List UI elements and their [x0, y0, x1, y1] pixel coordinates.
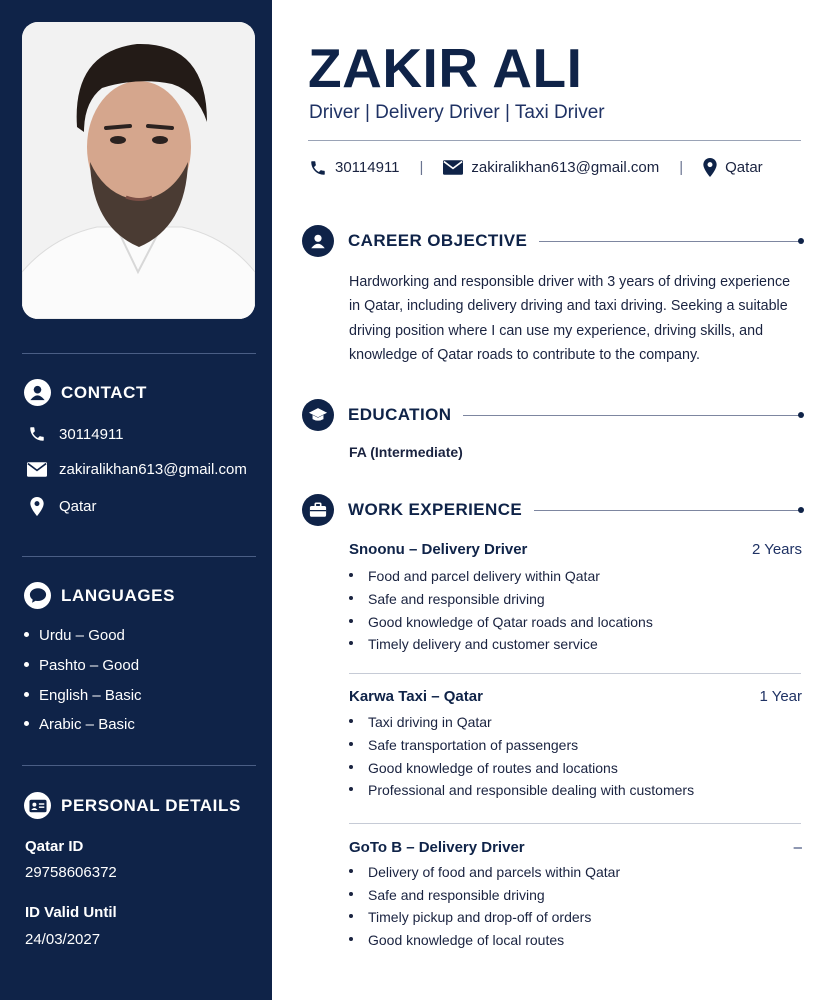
objective-line: knowledge of Qatar roads to contribute to the company. [349, 346, 701, 363]
phone-icon [309, 159, 327, 177]
separator: | [679, 159, 684, 176]
sidebar-divider [22, 556, 256, 557]
bullet-dot [349, 937, 353, 941]
bullet-text: Food and parcel delivery within Qatar [368, 568, 600, 584]
bullet-text: Safe transportation of passengers [368, 737, 579, 753]
job-duration: 2 Years [751, 541, 802, 558]
job-subtitle: Driver | Delivery Driver | Taxi Driver [309, 102, 605, 123]
graduation-cap-icon [302, 399, 334, 431]
header-divider [308, 140, 801, 141]
sidebar-phone-text[interactable]: 30114911 [59, 425, 124, 443]
job-bullet [349, 636, 598, 652]
location-pin-icon [26, 496, 48, 516]
profile-photo [22, 22, 255, 319]
bullet-text: Safe and responsible driving [368, 591, 545, 607]
career-objective-heading [302, 225, 802, 257]
sidebar-contact-phone [26, 424, 124, 444]
job-title: Snoonu – Delivery Driver [349, 541, 528, 558]
job-bullet [349, 614, 653, 630]
header-phone [309, 159, 400, 177]
contact-heading [24, 379, 147, 406]
bullet-dot [349, 892, 353, 896]
language-text: Arabic – Basic [39, 716, 135, 733]
bullet-dot [24, 662, 29, 667]
bullet-text: Timely pickup and drop-off of orders [368, 909, 592, 925]
objective-line: in Qatar, including delivery driving and taxi driving. Seeking a suitable [349, 298, 788, 315]
header-location-text: Qatar [725, 159, 763, 176]
bullet-dot [349, 573, 353, 577]
candidate-name: ZAKIR ALI [308, 37, 583, 99]
profile-photo-image [22, 22, 255, 319]
header-location [703, 158, 763, 177]
job-bullet [349, 591, 545, 607]
section-rule [534, 510, 802, 511]
education-title: EDUCATION [348, 405, 452, 424]
envelope-icon [26, 459, 48, 479]
sidebar [0, 0, 272, 1000]
sidebar-contact-email [26, 459, 247, 479]
id-valid-label: ID Valid Until [25, 904, 117, 921]
job-bullet [349, 782, 694, 798]
job-duration: 1 Year [759, 688, 802, 705]
briefcase-icon [302, 494, 334, 526]
id-card-icon [24, 792, 51, 819]
bullet-text: Taxi driving in Qatar [368, 714, 492, 730]
language-text: Urdu – Good [39, 627, 125, 644]
languages-title: LANGUAGES [61, 585, 176, 605]
education-heading [302, 399, 802, 431]
work-experience-title: WORK EXPERIENCE [348, 500, 523, 519]
job-bullet [349, 909, 591, 925]
bullet-dot [349, 742, 353, 746]
sidebar-location-text: Qatar [59, 497, 97, 515]
job-bullet [349, 932, 564, 948]
language-item [24, 657, 139, 674]
language-text: Pashto – Good [39, 657, 140, 674]
header-contact-bar [309, 158, 763, 177]
bullet-dot [349, 719, 353, 723]
bullet-dot [349, 596, 353, 600]
bullet-dot [349, 914, 353, 918]
job-bullet [349, 760, 618, 776]
career-objective-title: CAREER OBJECTIVE [348, 231, 528, 250]
bullet-dot [349, 869, 353, 873]
language-item [24, 627, 125, 644]
bullet-dot [24, 721, 29, 726]
phone-icon [26, 424, 48, 444]
qatar-id-value: 29758606372 [25, 864, 117, 881]
job-bullet [349, 568, 600, 584]
job-duration: – [793, 839, 802, 856]
language-item [24, 687, 142, 704]
job-divider [349, 823, 801, 824]
sidebar-divider [22, 765, 256, 766]
location-pin-icon [703, 158, 717, 177]
personal-details-heading [24, 792, 241, 819]
education-item: FA (Intermediate) [349, 444, 463, 460]
header-email [443, 159, 659, 176]
user-icon [302, 225, 334, 257]
job-divider [349, 673, 801, 674]
separator: | [419, 159, 424, 176]
job-bullet [349, 714, 492, 730]
id-valid-value: 24/03/2027 [25, 931, 101, 948]
section-rule [539, 241, 802, 242]
bullet-dot [349, 641, 353, 645]
bullet-text: Good knowledge of Qatar roads and locations [368, 614, 653, 630]
bullet-text: Delivery of food and parcels within Qatar [368, 864, 621, 880]
header-email-text[interactable]: zakiralikhan613@gmail.com [471, 159, 660, 176]
bullet-text: Good knowledge of routes and locations [368, 760, 618, 776]
sidebar-divider [22, 353, 256, 354]
bullet-dot [349, 765, 353, 769]
job-title: GoTo B – Delivery Driver [349, 839, 525, 856]
chat-bubble-icon [24, 582, 51, 609]
language-text: English – Basic [39, 687, 142, 704]
bullet-text: Timely delivery and customer service [368, 636, 598, 652]
bullet-dot [349, 787, 353, 791]
section-rule [463, 415, 802, 416]
sidebar-email-text[interactable]: zakiralikhan613@gmail.com [59, 460, 247, 478]
header-phone-text[interactable]: 30114911 [335, 159, 400, 176]
work-experience-heading [302, 494, 802, 526]
bullet-dot [24, 632, 29, 637]
sidebar-contact-location [26, 496, 97, 516]
language-item [24, 716, 135, 733]
bullet-dot [349, 619, 353, 623]
objective-line: Hardworking and responsible driver with 3 years of driving experience [349, 274, 791, 290]
job-bullet [349, 737, 578, 753]
qatar-id-label: Qatar ID [25, 838, 84, 855]
personal-details-title: PERSONAL DETAILS [61, 795, 241, 815]
user-icon [24, 379, 51, 406]
bullet-dot [24, 692, 29, 697]
bullet-text: Good knowledge of local routes [368, 932, 565, 948]
career-objective-text [349, 270, 809, 367]
objective-line: driving position where I can use my experience, driving skills, and [349, 322, 764, 339]
job-title: Karwa Taxi – Qatar [349, 688, 483, 705]
contact-title: CONTACT [61, 382, 148, 402]
job-bullet [349, 864, 620, 880]
languages-heading [24, 582, 175, 609]
bullet-text: Professional and responsible dealing with customers [368, 782, 695, 798]
envelope-icon [443, 160, 463, 175]
job-bullet [349, 887, 545, 903]
bullet-text: Safe and responsible driving [368, 887, 545, 903]
